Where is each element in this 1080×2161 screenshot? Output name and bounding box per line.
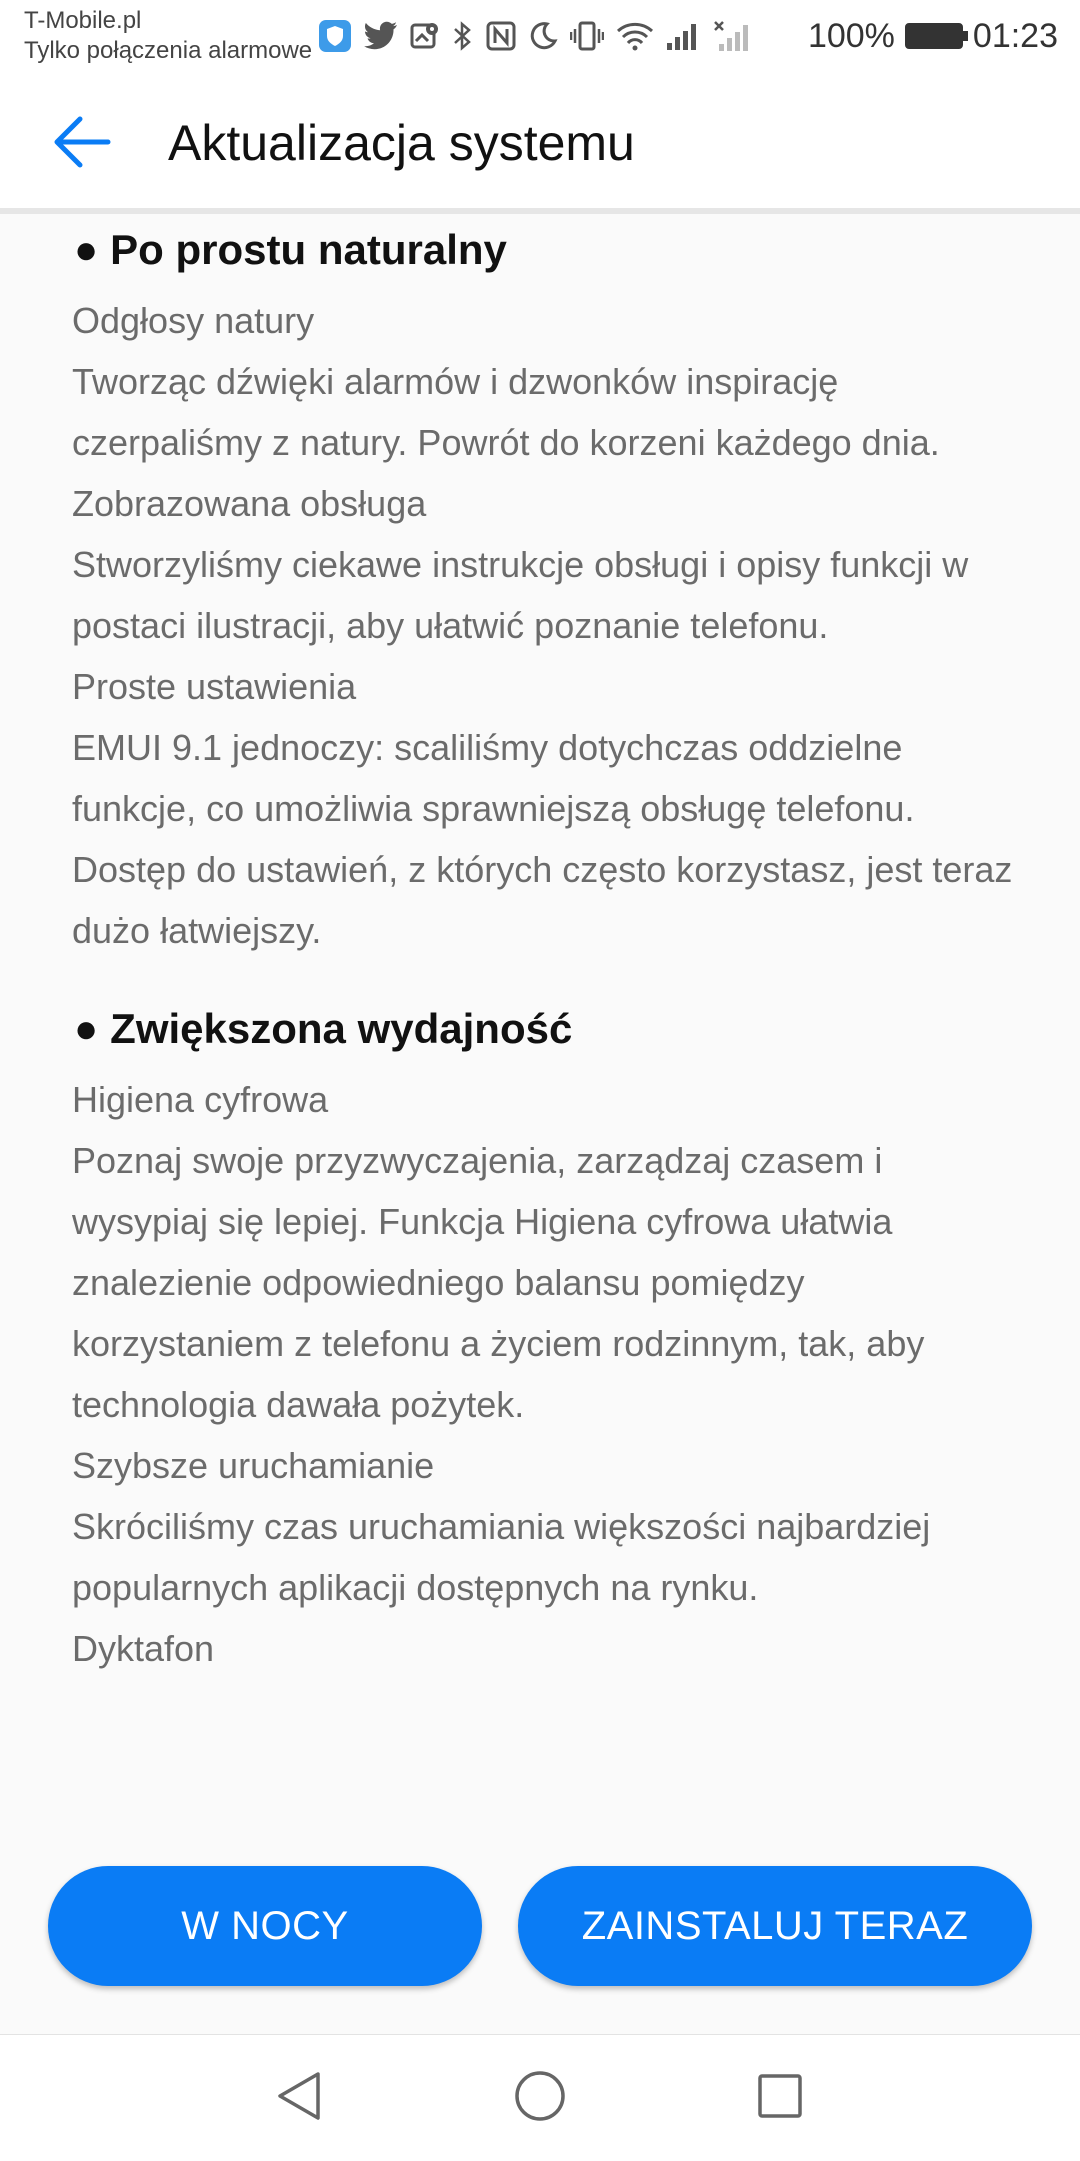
- bluetooth-icon: [452, 20, 474, 52]
- nav-back-button[interactable]: [264, 2063, 334, 2133]
- bullet-icon: ●: [74, 1007, 99, 1051]
- feature-description: Tworząc dźwięki alarmów i dzwonków inspirację czerpaliśmy z natury. Powrót do korzeni każdego dnia.: [72, 361, 940, 463]
- nav-back-icon: [274, 2070, 324, 2127]
- battery-percent: 100%: [807, 16, 895, 55]
- release-notes[interactable]: [0, 214, 1080, 1804]
- vibrate-icon: [570, 21, 604, 51]
- page-title: Aktualizacja systemu: [168, 115, 635, 171]
- feature-title: Odgłosy natury: [72, 300, 315, 341]
- carrier-name: T-Mobile.pl: [24, 7, 142, 34]
- nav-recent-icon: [756, 2072, 804, 2125]
- section-natural: [0, 220, 1080, 961]
- navigation-bar: [0, 2034, 1080, 2161]
- install-at-night-button[interactable]: W NOCY: [48, 1866, 482, 1986]
- battery-icon: [905, 23, 963, 49]
- signal-icon: [666, 21, 702, 51]
- wifi-icon: [616, 21, 654, 51]
- feature-description: Skróciliśmy czas uruchamiania większości najbardziej popularnych aplikacji dostępnych na rynku.: [72, 1506, 931, 1608]
- bottom-actions: [0, 1804, 1080, 2034]
- signal-no-sim-icon: [714, 20, 750, 52]
- carrier-status: Tylko połączenia alarmowe: [24, 37, 313, 64]
- nav-home-icon: [513, 2069, 567, 2128]
- nfc-icon: [486, 21, 516, 51]
- maps-icon: [410, 21, 440, 51]
- install-now-button[interactable]: ZAINSTALUJ TERAZ: [518, 1866, 1032, 1986]
- section-heading: [72, 999, 1020, 1059]
- feature-title: Szybsze uruchamianie: [72, 1445, 435, 1486]
- nav-recent-button[interactable]: [745, 2063, 815, 2133]
- section-heading-text: Po prostu naturalny: [110, 226, 507, 273]
- section-heading: [72, 220, 1020, 280]
- clock: 01:23: [972, 16, 1058, 55]
- feature-title: Higiena cyfrowa: [72, 1079, 329, 1120]
- back-button[interactable]: [46, 108, 118, 180]
- notification-icons: [318, 14, 750, 58]
- nav-home-button[interactable]: [505, 2063, 575, 2133]
- twitter-icon: [364, 21, 398, 51]
- section-performance: [0, 999, 1080, 1679]
- app-bar: [0, 72, 1080, 212]
- feature-title: Proste ustawienia: [72, 666, 357, 707]
- feature-description: Stworzyliśmy ciekawe instrukcje obsługi i opisy funkcji w postaci ilustracji, aby ułatwić poznanie telefonu.: [72, 544, 969, 646]
- carrier-info: [24, 6, 312, 66]
- bullet-icon: ●: [74, 228, 99, 272]
- feature-description: Poznaj swoje przyzwyczajenia, zarządzaj czasem i wysypiaj się lepiej. Funkcja Higiena cyfrowa ułatwia znalezienie odpowiedniego balansu pomiędzy korzystaniem z telefonu a życiem rodzinnym, tak, aby technologia dawała pożytek.: [72, 1140, 925, 1425]
- section-heading-text: Zwiększona wydajność: [110, 1005, 573, 1052]
- feature-description: EMUI 9.1 jednoczy: scaliliśmy dotychczas oddzielne funkcje, co umożliwia sprawniejszą obsługę telefonu. Dostęp do ustawień, z których często korzystasz, jest teraz dużo łatwiejszy.: [72, 727, 1013, 951]
- feature-title: Zobrazowana obsługa: [72, 483, 427, 524]
- status-right: [808, 14, 1058, 58]
- moon-icon: [528, 21, 558, 51]
- arrow-back-icon: [52, 114, 112, 175]
- status-bar: [0, 0, 1080, 72]
- feature-title: Dyktafon: [72, 1628, 215, 1669]
- shield-icon: [318, 19, 352, 53]
